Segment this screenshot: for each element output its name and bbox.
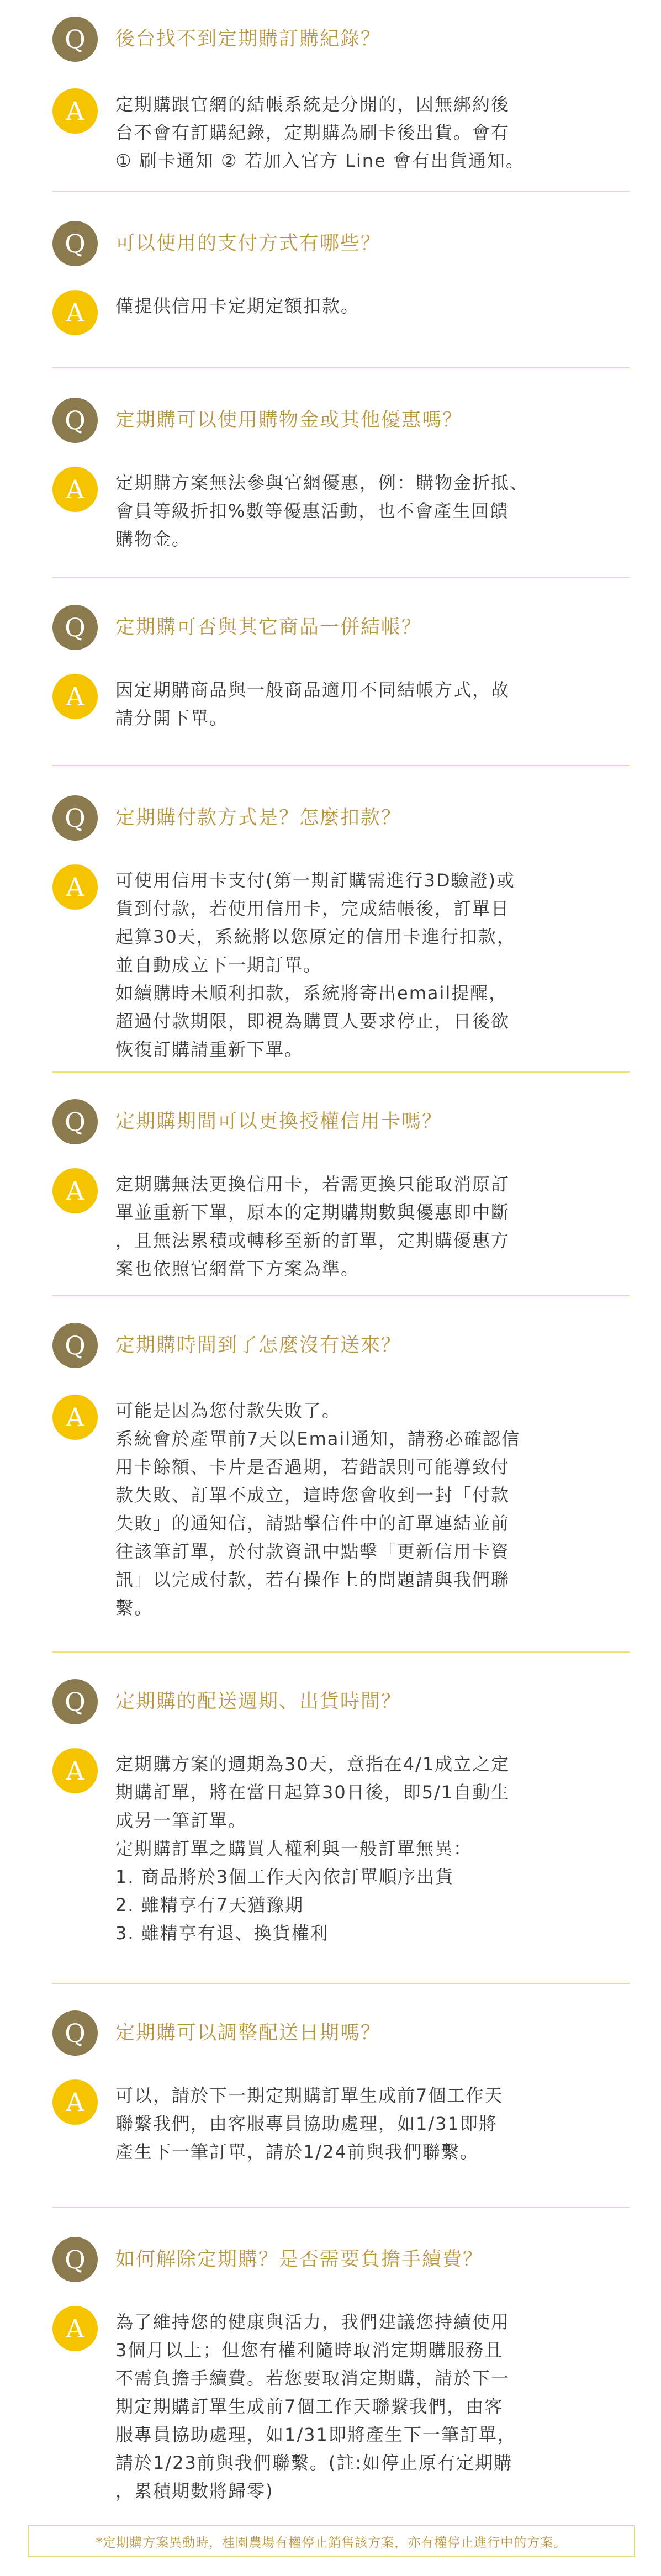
faq-question-row [52,398,463,443]
faq-question: 可以使用的支付方式有哪些？ [115,233,382,255]
faq-question: 定期購可否與其它商品一併結帳？ [115,616,422,638]
footnote: *定期購方案異動時，桂園農場有權停止銷售該方案，亦有權停止進行中的方案。 [28,2525,635,2557]
question-badge-icon: Q [52,605,98,650]
answer-badge-icon: A [52,467,98,512]
faq-answer: 可能是因為您付款失敗了。 系統會於產單前7天以Email通知，請務必確認信 用卡餘額、卡片是否過期，若錯誤則可能導致付 款失敗、訂單不成立，這時您會收到一封「付款 失敗」的通知信，請點擊信件中的訂單連結並前 往該筆訂單，於付款資訊中點擊「更新信用卡資 訊」以完成付款，若有操作上的問題請與我們聯 繫。 [115,1400,521,1618]
faq-answer: 可使用信用卡支付(第一期訂購需進行3D驗證)或 貨到付款，若使用信用卡，完成結帳後，訂單日 起算30天，系統將以您原定的信用卡進行扣款， 並自動成立下一期訂單。 如續購時未順利扣款，系統將寄出email提醒， 超過付款期限，即視為購買人要求停止，日後欲 恢復訂購請重新下單。 [115,870,516,1060]
answer-badge-icon: A [52,290,98,335]
faq-answer: 定期購方案無法參與官網優惠，例：購物金折抵、 會員等級折扣%數等優惠活動，也不會產生回饋 購物金。 [115,472,529,550]
faq-answer-row [52,2079,621,2166]
faq-question: 定期購可以調整配送日期嗎？ [115,2022,382,2044]
faq-question-row [52,1323,401,1368]
faq-answer-row [52,1395,621,1622]
question-badge-icon: Q [52,221,98,266]
faq-question-row [52,2237,483,2282]
faq-answer-row [52,88,621,175]
faq-question-row [52,221,381,266]
faq-answer-row [52,674,621,732]
question-badge-icon: Q [52,398,98,443]
faq-question: 定期購的配送週期、出貨時間？ [115,1691,402,1713]
faq-answer: 定期購跟官網的結帳系統是分開的，因無綁約後 台不會有訂購紀錄，定期購為刷卡後出貨。會有 ① 刷卡通知 ② 若加入官方 Line 會有出貨通知。 [115,94,525,171]
faq-question-row [52,17,381,62]
answer-badge-icon: A [52,1168,98,1213]
faq-question-row [52,605,422,650]
faq-answer-row [52,467,621,553]
faq-answer: 因定期購商品與一般商品適用不同結帳方式，故 請分開下單。 [115,679,510,729]
question-badge-icon: Q [52,795,98,841]
answer-badge-icon: A [52,2306,98,2351]
answer-badge-icon: A [52,1395,98,1440]
question-badge-icon: Q [52,1323,98,1368]
faq-answer: 僅提供信用卡定期定額扣款。 [115,295,360,316]
faq-answer-row [52,290,621,335]
faq-answer: 定期購無法更換信用卡，若需更換只能取消原訂 單並重新下單，原本的定期購期數與優惠即中斷 ，且無法累積或轉移至新的訂單，定期購優惠方 案也依照官網當下方案為準。 [115,1174,510,1279]
faq-question: 定期購付款方式是？怎麼扣款？ [115,807,402,829]
question-badge-icon: Q [52,17,98,62]
faq-answer-row [52,1748,621,1947]
faq-question-row [52,1679,401,1724]
answer-badge-icon: A [52,88,98,134]
faq-divider [52,367,630,368]
question-badge-icon: Q [52,1679,98,1724]
faq-answer: 為了維持您的健康與活力，我們建議您持續使用 3個月以上；但您有權利隨時取消定期購服務且 不需負擔手續費。若您要取消定期購，請於下一 期定期購訂單生成前7個工作天聯繫我們，由客 服專員協助處理，如1/31即將產生下一筆訂單， 請於1/23前與我們聯繫。(註:如停止原有定期購 ，累積期數將歸零) [115,2311,516,2501]
answer-badge-icon: A [52,2079,98,2125]
faq-divider [52,1651,630,1653]
faq-answer-row [52,2306,621,2505]
faq-divider [52,191,630,192]
answer-badge-icon: A [52,864,98,910]
answer-badge-icon: A [52,1748,98,1793]
faq-divider [52,1295,630,1296]
faq-question: 如何解除定期購？是否需要負擔手續費？ [115,2248,484,2271]
faq-answer-row [52,1168,621,1283]
faq-answer: 可以，請於下一期定期購訂單生成前7個工作天 聯繫我們，由客服專員協助處理，如1/31即將 產生下一筆訂單，請於1/24前與我們聯繫。 [115,2085,504,2162]
faq-question: 定期購可以使用購物金或其他優惠嗎？ [115,409,463,431]
faq-question-row [52,795,401,841]
faq-question: 後台找不到定期購訂購紀錄？ [115,28,382,50]
question-badge-icon: Q [52,2237,98,2282]
answer-badge-icon: A [52,674,98,719]
faq-answer-row [52,864,621,1064]
faq-divider [52,1071,630,1073]
faq-divider [52,765,630,766]
question-badge-icon: Q [52,2010,98,2056]
question-badge-icon: Q [52,1099,98,1144]
faq-question: 定期購時間到了怎麼沒有送來？ [115,1334,402,1356]
faq-question-row [52,2010,381,2056]
faq-question: 定期購期間可以更換授權信用卡嗎？ [115,1111,443,1133]
faq-question-row [52,1099,442,1144]
faq-divider [52,577,630,578]
faq-divider [52,1983,630,1984]
faq-divider [52,2207,630,2208]
faq-answer: 定期購方案的週期為30天，意指在4/1成立之定 期購訂單，將在當日起算30日後，即5/1自動生 成另一筆訂單。 定期購訂單之購買人權利與一般訂單無異： 1. 商品將於3個工作天內依訂單順序出貨 2. 雖精享有7天猶豫期 3. 雖精享有退、換貨權利 [115,1754,510,1944]
